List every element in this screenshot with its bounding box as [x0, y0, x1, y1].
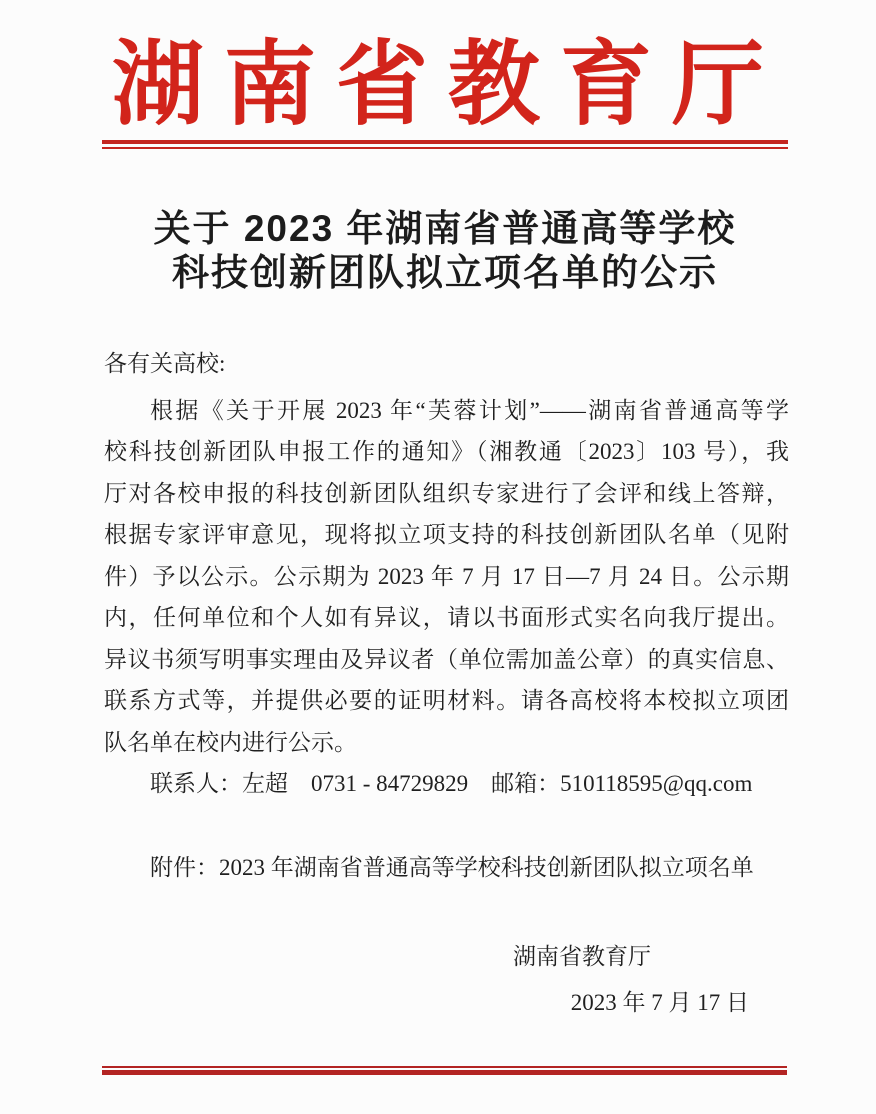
- footer-rule-thick: [102, 1070, 787, 1075]
- paragraph-line: 厅对各校申报的科技创新团队组织专家进行了会评和线上答辩，: [104, 480, 789, 506]
- letterhead-org-name: 湖南省教育厅: [111, 34, 784, 136]
- letterhead-rule-thin: [102, 147, 788, 149]
- body-paragraph: [104, 390, 789, 764]
- contact-line: 联系人：左超 0731 - 84729829 邮箱：510118595@qq.com: [150, 771, 753, 796]
- paragraph-line: 联系方式等，并提供必要的证明材料。请各高校将本校拟立项团: [104, 688, 789, 713]
- paragraph-line: 校科技创新团队申报工作的通知》（湘教通〔2023〕103 号），我: [104, 439, 789, 464]
- document-title-line2: 科技创新团队拟立项名单的公示: [172, 252, 718, 293]
- document-date: 2023 年 7 月 17 日: [570, 989, 749, 1015]
- document-title: [102, 207, 788, 295]
- paragraph-line: 根据《关于开展 2023 年“芙蓉计划”——湖南省普通高等学: [150, 397, 789, 423]
- attachment-line: 附件：2023 年湖南省普通高等学校科技创新团队拟立项名单: [150, 854, 754, 880]
- signature-org-name: 湖南省教育厅: [513, 944, 651, 969]
- footer-rule: [102, 1066, 787, 1075]
- paragraph-line: 件）予以公示。公示期为 2023 年 7 月 17 日—7 月 24 日。公示期: [104, 563, 789, 589]
- document-body: [104, 343, 789, 1023]
- paragraph-line: 队名单在校内进行公示。: [104, 729, 357, 755]
- paragraph-line: 内，任何单位和个人如有异议，请以书面形式实名向我厅提出。: [104, 605, 789, 630]
- document-title-line1: 关于 2023 年湖南省普通高等学校: [153, 208, 737, 249]
- paragraph-line: 根据专家评审意见，现将拟立项支持的科技创新团队名单（见附: [104, 522, 789, 547]
- paragraph-line: 异议书须写明事实理由及异议者（单位需加盖公章）的真实信息、: [104, 646, 789, 672]
- salutation: 各有关高校:: [104, 351, 226, 376]
- letterhead-rule: [102, 140, 788, 149]
